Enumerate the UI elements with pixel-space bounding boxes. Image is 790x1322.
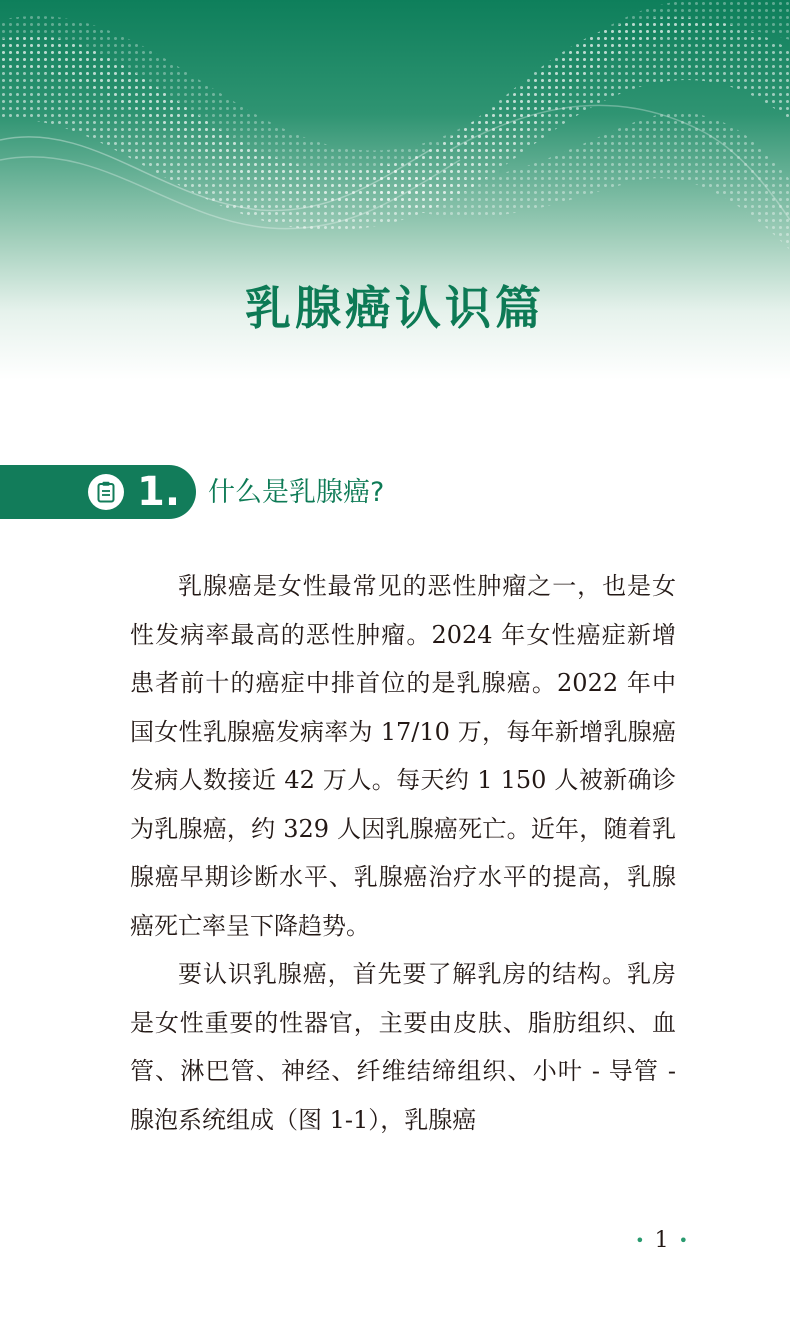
body-text (130, 562, 676, 1144)
bullet-dot-icon: • (678, 1231, 688, 1250)
page-footer (625, 1226, 698, 1256)
paragraph: 要认识乳腺癌，首先要了解乳房的结构。乳房是女性重要的性器官，主要由皮肤、脂肪组织、血管、淋巴管、神经、纤维结缔组织、小叶 - 导管 - 腺泡系统组成（图 1-1），乳腺癌 (130, 960, 676, 1134)
section-title: 什么是乳腺癌? (208, 477, 385, 508)
chapter-title: 乳腺癌认识篇 (245, 281, 545, 335)
page-number: 1 (654, 1228, 669, 1253)
section-number: 1. (137, 469, 181, 515)
bullet-dot-icon: • (635, 1231, 645, 1250)
clipboard-icon (88, 474, 124, 510)
paragraph: 乳腺癌是女性最常见的恶性肿瘤之一，也是女性发病率最高的恶性肿瘤。2024 年女性癌症新增患者前十的癌症中排首位的是乳腺癌。2022 年中国女性乳腺癌发病率为 17/10 万，每年新增乳腺癌发病人数接近 42 万人。每天约 1 150 人被新确诊为乳腺癌，约 329 人因乳腺癌死亡。近年，随着乳腺癌早期诊断水平、乳腺癌治疗水平的提高，乳腺癌死亡率呈下降趋势。 (130, 572, 676, 940)
